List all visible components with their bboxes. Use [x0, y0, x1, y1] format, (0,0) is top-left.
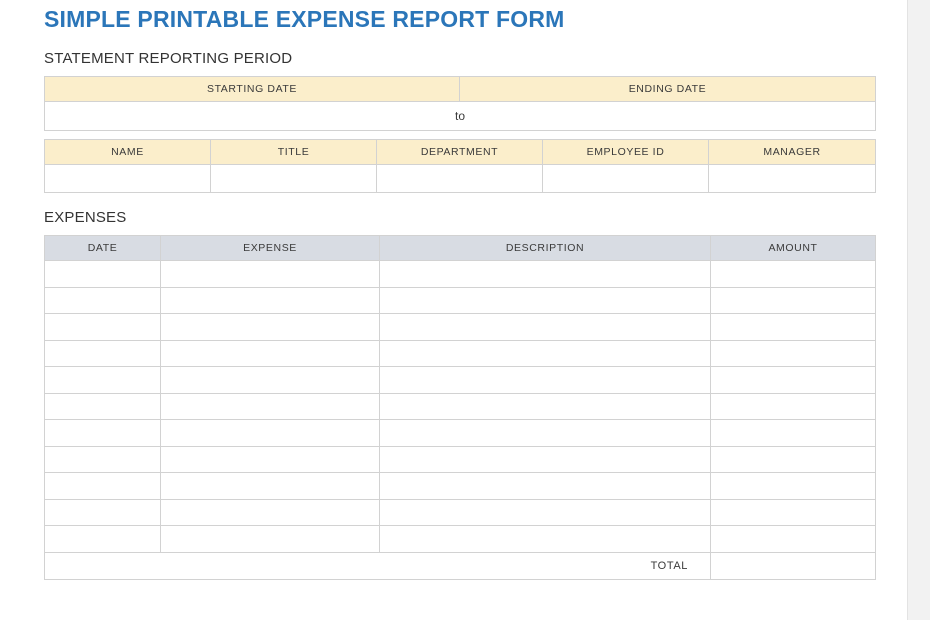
table-row-header [45, 77, 876, 102]
cell-description[interactable] [380, 367, 711, 394]
table-row [45, 102, 876, 131]
field-manager[interactable] [709, 165, 876, 193]
cell-description[interactable] [380, 340, 711, 367]
cell-description[interactable] [380, 314, 711, 341]
cell-expense[interactable] [161, 314, 380, 341]
cell-amount[interactable] [711, 314, 876, 341]
column-header-employee-id: EMPLOYEE ID [543, 140, 709, 165]
page-right-margin [907, 0, 930, 620]
cell-expense[interactable] [161, 367, 380, 394]
cell-description[interactable] [380, 499, 711, 526]
table-row-header [45, 236, 876, 261]
cell-date[interactable] [45, 420, 161, 447]
cell-date[interactable] [45, 287, 161, 314]
field-name[interactable] [45, 165, 211, 193]
cell-expense[interactable] [161, 340, 380, 367]
cell-date[interactable] [45, 314, 161, 341]
cell-amount[interactable] [711, 287, 876, 314]
cell-amount[interactable] [711, 367, 876, 394]
cell-expense[interactable] [161, 446, 380, 473]
period-to-separator[interactable]: to [45, 102, 876, 131]
cell-description[interactable] [380, 420, 711, 447]
cell-description[interactable] [380, 473, 711, 500]
table-row [45, 165, 876, 193]
cell-expense[interactable] [161, 261, 380, 288]
cell-expense[interactable] [161, 473, 380, 500]
column-header-ending-date: ENDING DATE [460, 77, 876, 102]
section-title-reporting-period: STATEMENT REPORTING PERIOD [44, 50, 293, 67]
total-label: TOTAL [45, 552, 711, 579]
cell-description[interactable] [380, 526, 711, 553]
table-row-header [45, 140, 876, 165]
cell-expense[interactable] [161, 420, 380, 447]
cell-date[interactable] [45, 393, 161, 420]
cell-date[interactable] [45, 261, 161, 288]
cell-date[interactable] [45, 367, 161, 394]
field-title[interactable] [211, 165, 377, 193]
table-row [45, 287, 876, 314]
cell-date[interactable] [45, 340, 161, 367]
cell-amount[interactable] [711, 261, 876, 288]
cell-date[interactable] [45, 499, 161, 526]
column-header-department: DEPARTMENT [377, 140, 543, 165]
expenses-table [44, 235, 876, 580]
field-employee-id[interactable] [543, 165, 709, 193]
column-header-starting-date: STARTING DATE [45, 77, 460, 102]
cell-description[interactable] [380, 393, 711, 420]
cell-expense[interactable] [161, 393, 380, 420]
column-header-date: DATE [45, 236, 161, 261]
column-header-expense: EXPENSE [161, 236, 380, 261]
cell-expense[interactable] [161, 499, 380, 526]
table-row [45, 473, 876, 500]
cell-amount[interactable] [711, 526, 876, 553]
cell-amount[interactable] [711, 420, 876, 447]
table-row [45, 340, 876, 367]
cell-description[interactable] [380, 287, 711, 314]
cell-date[interactable] [45, 526, 161, 553]
field-department[interactable] [377, 165, 543, 193]
cell-description[interactable] [380, 261, 711, 288]
table-row [45, 499, 876, 526]
column-header-description: DESCRIPTION [380, 236, 711, 261]
column-header-title: TITLE [211, 140, 377, 165]
cell-amount[interactable] [711, 340, 876, 367]
table-row [45, 420, 876, 447]
column-header-manager: MANAGER [709, 140, 876, 165]
cell-amount[interactable] [711, 446, 876, 473]
cell-expense[interactable] [161, 287, 380, 314]
column-header-name: NAME [45, 140, 211, 165]
cell-date[interactable] [45, 446, 161, 473]
table-row [45, 393, 876, 420]
section-title-expenses: EXPENSES [44, 209, 127, 226]
column-header-amount: AMOUNT [711, 236, 876, 261]
cell-amount[interactable] [711, 393, 876, 420]
page-title: SIMPLE PRINTABLE EXPENSE REPORT FORM [44, 6, 565, 32]
table-row [45, 367, 876, 394]
total-value[interactable] [711, 552, 876, 579]
cell-amount[interactable] [711, 499, 876, 526]
reporting-period-table [44, 76, 876, 131]
table-row [45, 526, 876, 553]
table-row-total [45, 552, 876, 579]
cell-date[interactable] [45, 473, 161, 500]
cell-expense[interactable] [161, 526, 380, 553]
table-row [45, 261, 876, 288]
table-row [45, 314, 876, 341]
cell-amount[interactable] [711, 473, 876, 500]
cell-description[interactable] [380, 446, 711, 473]
table-row [45, 446, 876, 473]
employee-info-table [44, 139, 876, 193]
